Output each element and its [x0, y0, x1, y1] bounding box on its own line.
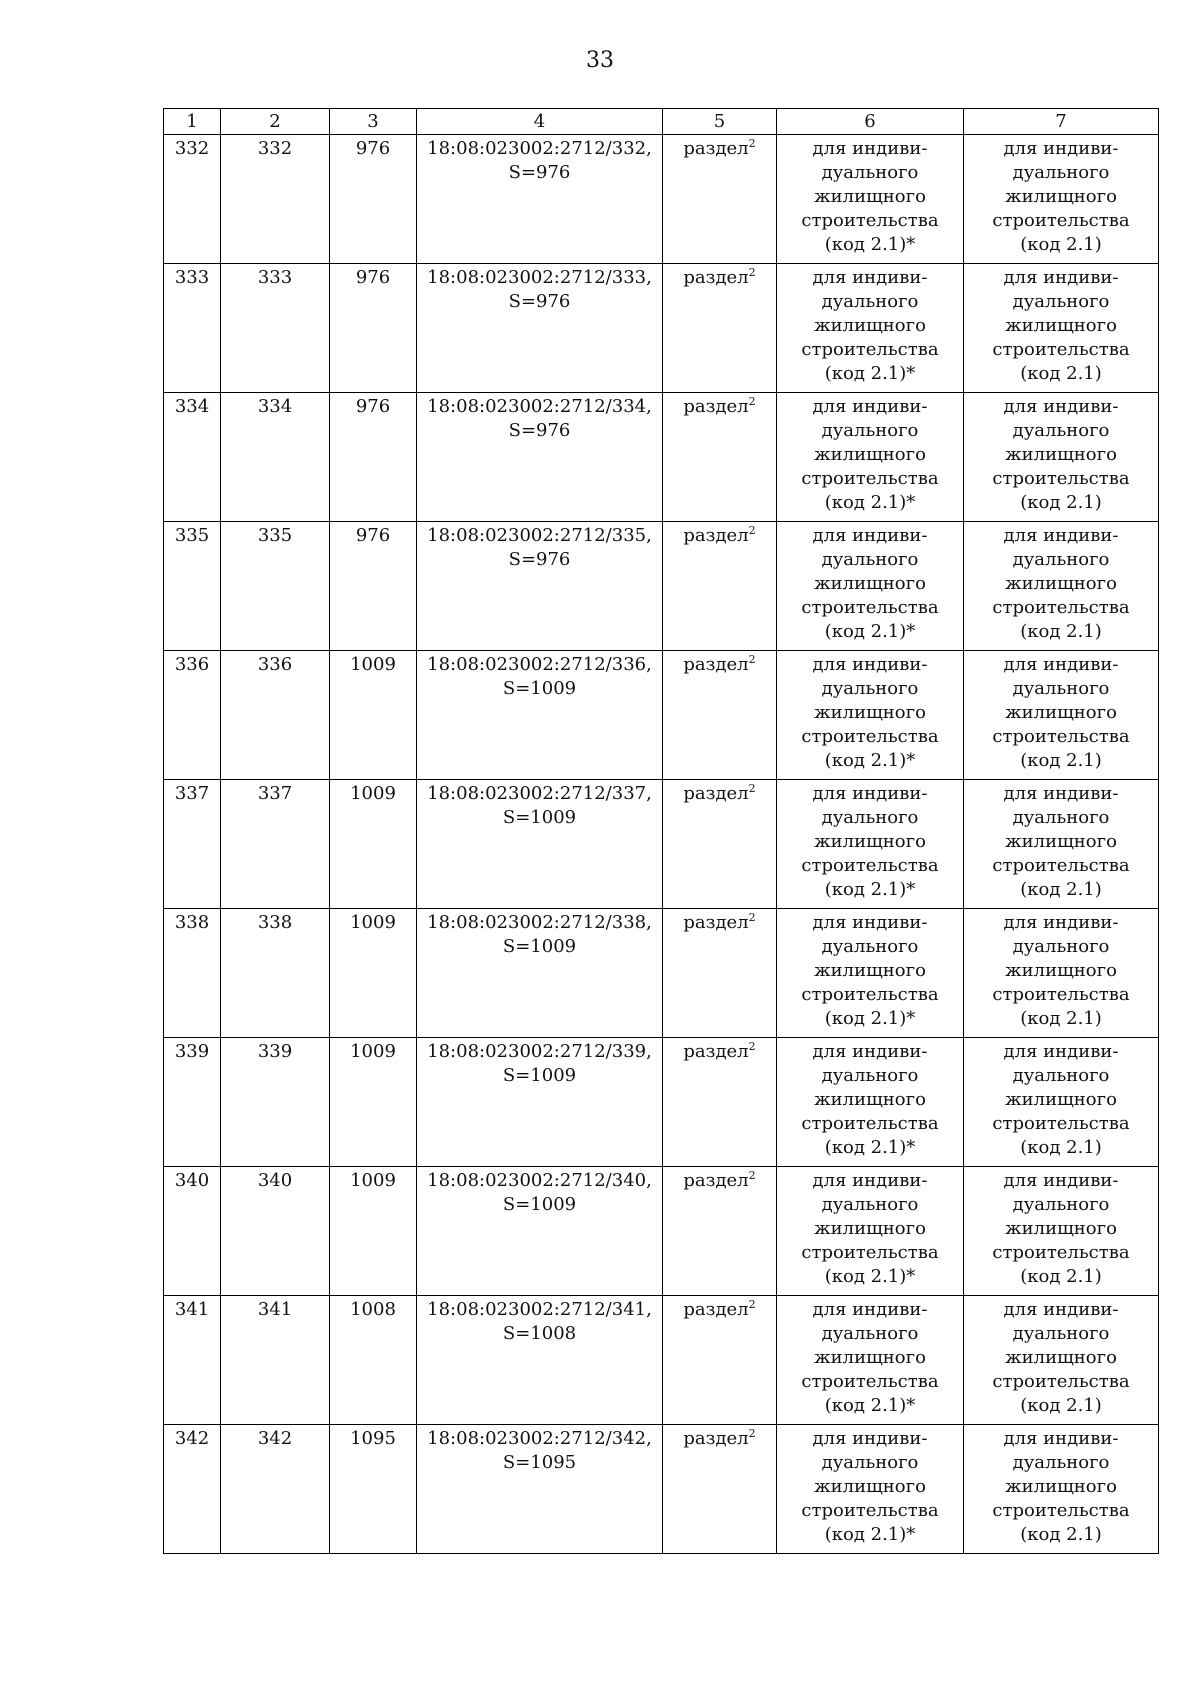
cadastral-number: 18:08:023002:2712/340, [427, 1170, 652, 1191]
cell-line: строительства [801, 1371, 939, 1392]
area-cell: 976 [330, 522, 417, 651]
cell-line: строительства [801, 1113, 939, 1134]
cadastral-area: S=1009 [502, 1194, 577, 1215]
cell-line: дуального [821, 936, 919, 957]
cell-line: дуального [821, 1065, 919, 1086]
permitted-use-cell [777, 651, 964, 780]
formation-method-cell [663, 1167, 777, 1296]
cell-line: для индиви- [812, 1428, 928, 1449]
cadastral-cell [417, 522, 663, 651]
cadastral-number: 18:08:023002:2712/336, [427, 654, 652, 675]
cell-line: (код 2.1)* [824, 621, 916, 642]
cell-line: жилищного [1005, 1347, 1117, 1368]
cell-line: жилищного [814, 315, 926, 336]
cell-line: (код 2.1) [1020, 1266, 1102, 1287]
cadastral-number: 18:08:023002:2712/337, [427, 783, 652, 804]
row-number-cell: 332 [164, 135, 221, 264]
permitted-use-classifier-cell [964, 135, 1159, 264]
cell-line: дуального [1012, 1323, 1110, 1344]
cell-line: дуального [821, 1323, 919, 1344]
plot-number-cell: 342 [221, 1425, 330, 1554]
cell-line: жилищного [814, 1218, 926, 1239]
cadastral-cell [417, 264, 663, 393]
permitted-use-cell [777, 1167, 964, 1296]
formation-method-cell [663, 651, 777, 780]
formation-method-cell [663, 1038, 777, 1167]
permitted-use-classifier-cell [964, 393, 1159, 522]
cadastral-cell [417, 780, 663, 909]
formation-method-text: раздел [683, 1299, 749, 1320]
cell-line: жилищного [1005, 444, 1117, 465]
area-cell: 1008 [330, 1296, 417, 1425]
cell-line: строительства [801, 726, 939, 747]
footnote-mark: 2 [748, 266, 756, 279]
area-cell: 976 [330, 135, 417, 264]
cell-line: строительства [992, 210, 1130, 231]
cell-line: дуального [821, 1452, 919, 1473]
cell-line: строительства [801, 597, 939, 618]
cell-line: для индиви- [1003, 654, 1119, 675]
cadastral-area: S=1009 [502, 936, 577, 957]
cadastral-area: S=976 [508, 162, 571, 183]
column-header: 1 [164, 109, 221, 135]
formation-method-cell [663, 264, 777, 393]
cell-line: строительства [992, 984, 1130, 1005]
column-header: 3 [330, 109, 417, 135]
cell-line: для индиви- [812, 912, 928, 933]
table-row [164, 1038, 1159, 1167]
cell-line: для индиви- [812, 1041, 928, 1062]
cell-line: для индиви- [812, 396, 928, 417]
table-row [164, 780, 1159, 909]
cell-line: для индиви- [1003, 1170, 1119, 1191]
cell-line: строительства [992, 1500, 1130, 1521]
cell-line: строительства [801, 339, 939, 360]
cell-line: (код 2.1)* [824, 234, 916, 255]
cell-line: жилищного [1005, 573, 1117, 594]
area-cell: 1009 [330, 1038, 417, 1167]
cell-line: для индиви- [1003, 138, 1119, 159]
cell-line: дуального [821, 549, 919, 570]
cell-line: жилищного [1005, 1089, 1117, 1110]
cadastral-number: 18:08:023002:2712/332, [427, 138, 652, 159]
cadastral-cell [417, 651, 663, 780]
cadastral-cell [417, 1167, 663, 1296]
row-number-cell: 340 [164, 1167, 221, 1296]
row-number-cell: 339 [164, 1038, 221, 1167]
plot-number-cell: 337 [221, 780, 330, 909]
cell-line: (код 2.1) [1020, 1137, 1102, 1158]
plot-number-cell: 333 [221, 264, 330, 393]
area-cell: 1009 [330, 651, 417, 780]
permitted-use-cell [777, 135, 964, 264]
cell-line: для индиви- [1003, 1299, 1119, 1320]
cadastral-area: S=1008 [502, 1323, 577, 1344]
footnote-mark: 2 [748, 911, 756, 924]
cell-line: строительства [992, 855, 1130, 876]
cell-line: жилищного [1005, 186, 1117, 207]
column-header: 6 [777, 109, 964, 135]
formation-method-cell [663, 909, 777, 1038]
permitted-use-classifier-cell [964, 1296, 1159, 1425]
footnote-mark: 2 [748, 1040, 756, 1053]
cell-line: строительства [801, 210, 939, 231]
formation-method-text: раздел [683, 525, 749, 546]
formation-method-text: раздел [683, 654, 749, 675]
area-cell: 976 [330, 393, 417, 522]
cell-line: для индиви- [1003, 1041, 1119, 1062]
cadastral-cell [417, 1038, 663, 1167]
cell-line: жилищного [814, 702, 926, 723]
cell-line: строительства [801, 984, 939, 1005]
cell-line: строительства [801, 855, 939, 876]
plot-number-cell: 332 [221, 135, 330, 264]
formation-method-text: раздел [683, 396, 749, 417]
cell-line: дуального [821, 162, 919, 183]
permitted-use-cell [777, 264, 964, 393]
cell-line: строительства [992, 597, 1130, 618]
cadastral-cell [417, 1296, 663, 1425]
cell-line: строительства [992, 1242, 1130, 1263]
cell-line: строительства [992, 726, 1130, 747]
land-plots-table [163, 108, 1159, 1554]
permitted-use-cell [777, 1296, 964, 1425]
cell-line: для индиви- [812, 654, 928, 675]
formation-method-text: раздел [683, 1428, 749, 1449]
cadastral-cell [417, 135, 663, 264]
area-cell: 1009 [330, 909, 417, 1038]
cell-line: строительства [992, 468, 1130, 489]
cell-line: дуального [1012, 291, 1110, 312]
cadastral-area: S=1009 [502, 678, 577, 699]
cadastral-cell [417, 1425, 663, 1554]
column-header: 2 [221, 109, 330, 135]
cell-line: для индиви- [1003, 267, 1119, 288]
cell-line: жилищного [814, 1089, 926, 1110]
cell-line: строительства [801, 1500, 939, 1521]
cell-line: для индиви- [812, 1170, 928, 1191]
permitted-use-cell [777, 1425, 964, 1554]
cadastral-area: S=976 [508, 549, 571, 570]
row-number-cell: 334 [164, 393, 221, 522]
plot-number-cell: 339 [221, 1038, 330, 1167]
cell-line: строительства [992, 339, 1130, 360]
cell-line: (код 2.1)* [824, 1137, 916, 1158]
cell-line: строительства [992, 1113, 1130, 1134]
formation-method-cell [663, 780, 777, 909]
cell-line: дуального [1012, 549, 1110, 570]
formation-method-cell [663, 1296, 777, 1425]
footnote-mark: 2 [748, 524, 756, 537]
cell-line: жилищного [1005, 1218, 1117, 1239]
cell-line: дуального [821, 291, 919, 312]
footnote-mark: 2 [748, 1298, 756, 1311]
row-number-cell: 338 [164, 909, 221, 1038]
formation-method-text: раздел [683, 783, 749, 804]
cell-line: строительства [801, 468, 939, 489]
cadastral-number: 18:08:023002:2712/334, [427, 396, 652, 417]
cell-line: жилищного [814, 960, 926, 981]
permitted-use-cell [777, 1038, 964, 1167]
plot-number-cell: 340 [221, 1167, 330, 1296]
cadastral-cell [417, 909, 663, 1038]
area-cell: 1095 [330, 1425, 417, 1554]
row-number-cell: 335 [164, 522, 221, 651]
plot-number-cell: 335 [221, 522, 330, 651]
formation-method-cell [663, 1425, 777, 1554]
cell-line: дуального [1012, 936, 1110, 957]
area-cell: 1009 [330, 1167, 417, 1296]
table-row [164, 651, 1159, 780]
cadastral-area: S=1009 [502, 807, 577, 828]
cell-line: для индиви- [1003, 525, 1119, 546]
cell-line: для индиви- [1003, 912, 1119, 933]
cell-line: (код 2.1)* [824, 1008, 916, 1029]
formation-method-cell [663, 393, 777, 522]
cell-line: (код 2.1) [1020, 621, 1102, 642]
cell-line: дуального [1012, 420, 1110, 441]
cell-line: дуального [1012, 162, 1110, 183]
row-number-cell: 342 [164, 1425, 221, 1554]
table-row [164, 135, 1159, 264]
table-row [164, 264, 1159, 393]
footnote-mark: 2 [748, 395, 756, 408]
table-header-row [164, 109, 1159, 135]
row-number-cell: 337 [164, 780, 221, 909]
row-number-cell: 333 [164, 264, 221, 393]
row-number-cell: 341 [164, 1296, 221, 1425]
cell-line: жилищного [814, 573, 926, 594]
cadastral-number: 18:08:023002:2712/338, [427, 912, 652, 933]
cadastral-area: S=1095 [502, 1452, 577, 1473]
cell-line: жилищного [1005, 831, 1117, 852]
plot-number-cell: 338 [221, 909, 330, 1038]
cell-line: (код 2.1) [1020, 1524, 1102, 1545]
permitted-use-classifier-cell [964, 522, 1159, 651]
cell-line: дуального [821, 420, 919, 441]
cell-line: (код 2.1)* [824, 879, 916, 900]
cell-line: жилищного [814, 186, 926, 207]
cell-line: дуального [821, 678, 919, 699]
cell-line: дуального [1012, 1452, 1110, 1473]
table-row [164, 522, 1159, 651]
footnote-mark: 2 [748, 653, 756, 666]
table-row [164, 393, 1159, 522]
cell-line: (код 2.1) [1020, 492, 1102, 513]
cell-line: жилищного [1005, 702, 1117, 723]
permitted-use-classifier-cell [964, 264, 1159, 393]
cadastral-area: S=976 [508, 420, 571, 441]
cell-line: (код 2.1) [1020, 1395, 1102, 1416]
plot-number-cell: 336 [221, 651, 330, 780]
cell-line: жилищного [814, 1476, 926, 1497]
permitted-use-classifier-cell [964, 780, 1159, 909]
table-row [164, 1296, 1159, 1425]
column-header: 5 [663, 109, 777, 135]
table-row [164, 1425, 1159, 1554]
cell-line: дуального [821, 1194, 919, 1215]
cell-line: (код 2.1)* [824, 1266, 916, 1287]
column-header: 4 [417, 109, 663, 135]
permitted-use-classifier-cell [964, 1425, 1159, 1554]
permitted-use-cell [777, 909, 964, 1038]
cell-line: (код 2.1) [1020, 750, 1102, 771]
cell-line: жилищного [814, 1347, 926, 1368]
cell-line: жилищного [1005, 960, 1117, 981]
cadastral-area: S=976 [508, 291, 571, 312]
cell-line: жилищного [814, 831, 926, 852]
permitted-use-classifier-cell [964, 909, 1159, 1038]
formation-method-text: раздел [683, 1170, 749, 1191]
cell-line: дуального [821, 807, 919, 828]
cell-line: (код 2.1) [1020, 363, 1102, 384]
cell-line: для индиви- [812, 138, 928, 159]
cell-line: жилищного [1005, 315, 1117, 336]
cell-line: (код 2.1)* [824, 1524, 916, 1545]
footnote-mark: 2 [748, 1427, 756, 1440]
cell-line: для индиви- [812, 525, 928, 546]
cadastral-number: 18:08:023002:2712/333, [427, 267, 652, 288]
cadastral-number: 18:08:023002:2712/335, [427, 525, 652, 546]
cell-line: для индиви- [1003, 783, 1119, 804]
table-row [164, 1167, 1159, 1296]
cell-line: (код 2.1)* [824, 363, 916, 384]
page-number: 33 [586, 48, 614, 73]
cadastral-area: S=1009 [502, 1065, 577, 1086]
formation-method-text: раздел [683, 267, 749, 288]
permitted-use-classifier-cell [964, 1167, 1159, 1296]
formation-method-text: раздел [683, 138, 749, 159]
cell-line: (код 2.1)* [824, 1395, 916, 1416]
cell-line: дуального [1012, 1194, 1110, 1215]
column-header: 7 [964, 109, 1159, 135]
cell-line: для индиви- [812, 267, 928, 288]
cell-line: (код 2.1)* [824, 750, 916, 771]
cell-line: (код 2.1) [1020, 234, 1102, 255]
cadastral-number: 18:08:023002:2712/342, [427, 1428, 652, 1449]
cell-line: (код 2.1) [1020, 879, 1102, 900]
footnote-mark: 2 [748, 1169, 756, 1182]
cell-line: дуального [1012, 807, 1110, 828]
table-row [164, 909, 1159, 1038]
cell-line: дуального [1012, 1065, 1110, 1086]
formation-method-cell [663, 135, 777, 264]
cell-line: строительства [992, 1371, 1130, 1392]
area-cell: 976 [330, 264, 417, 393]
cell-line: для индиви- [812, 1299, 928, 1320]
cell-line: для индиви- [812, 783, 928, 804]
cell-line: для индиви- [1003, 1428, 1119, 1449]
cell-line: жилищного [814, 444, 926, 465]
cell-line: дуального [1012, 678, 1110, 699]
footnote-mark: 2 [748, 782, 756, 795]
permitted-use-classifier-cell [964, 651, 1159, 780]
cadastral-cell [417, 393, 663, 522]
cell-line: (код 2.1) [1020, 1008, 1102, 1029]
formation-method-text: раздел [683, 912, 749, 933]
cell-line: строительства [801, 1242, 939, 1263]
formation-method-cell [663, 522, 777, 651]
row-number-cell: 336 [164, 651, 221, 780]
cell-line: для индиви- [1003, 396, 1119, 417]
footnote-mark: 2 [748, 137, 756, 150]
permitted-use-cell [777, 780, 964, 909]
cell-line: (код 2.1)* [824, 492, 916, 513]
cadastral-number: 18:08:023002:2712/341, [427, 1299, 652, 1320]
plot-number-cell: 334 [221, 393, 330, 522]
permitted-use-classifier-cell [964, 1038, 1159, 1167]
permitted-use-cell [777, 522, 964, 651]
plot-number-cell: 341 [221, 1296, 330, 1425]
formation-method-text: раздел [683, 1041, 749, 1062]
cell-line: жилищного [1005, 1476, 1117, 1497]
area-cell: 1009 [330, 780, 417, 909]
cadastral-number: 18:08:023002:2712/339, [427, 1041, 652, 1062]
permitted-use-cell [777, 393, 964, 522]
